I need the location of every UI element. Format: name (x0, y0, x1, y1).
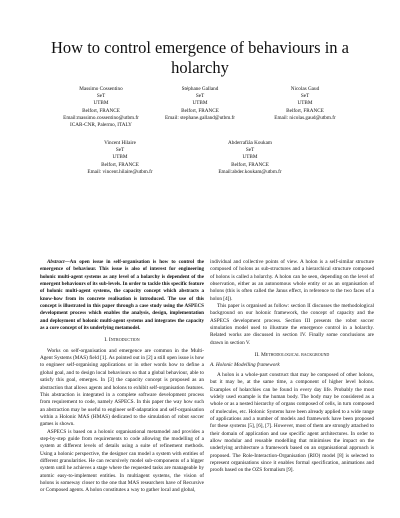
author-block (240, 86, 370, 122)
paragraph: Works on self-organisation and emergence are common in the Multi-Agent Systems (MAS) field [1]. As pointed out in [2] a still open issue is how to engineer self-organising applications or in other words how to define a global goal, and to design local behaviours so that a global behaviour, able to satisfy this goal, emerges. In [3] the capacity concept is proposed as an abstraction that allows agents and holons to exhibit self-organisation features. This abstraction is integrated in a complete software development process from requirement to code, namely ASPECS. In this paper the way how such an abstraction may be useful to engineer self-adaptation and self-organisation within a Holonic MAS (HMAS) dedicated to the simulation of robot soccer games is shown. (40, 347, 204, 428)
author-name: Stéphane Galland (181, 86, 219, 92)
paragraph: A holon is a whole-part construct that may be composed of other holons, but it may be, at the same time, a component of higher level holons. Examples of holarchies can be found in every day life. Probably the most widely used example is the human body. The body may be considered as a whole or as a nested hierarchy of organs composed of cells, in turn composed of molecules, etc. Holonic Systems have been already applied to a wide range of applications and a number of models and framework have been proposed for these systems [5], [6], [7]. However, most of them are strongly attached to their domain of application and use specific agent architectures. In order to allow modular and reusable modelling that minimises the impact on the underlying architecture a framework based on an organisational approach is proposed. The Role-Interaction-Organisation (RIO) model [8] is selected to represent organisations since it enables formal specification, animations and proofs based on the OZS formalism [9]. (210, 371, 374, 474)
author-university: UTBM (297, 100, 313, 107)
author-city: Belfort, FRANCE (231, 161, 269, 168)
author-university: UTBM (93, 100, 109, 107)
author-email: Email: vincent.hilaire@utbm.fr (87, 168, 153, 175)
author-name: Massimo Cossentino (79, 86, 123, 92)
author-email: Email: nicolas.gaud@utbm.fr (274, 114, 336, 121)
subsection-heading: A. Holonic Modelling framework (210, 362, 280, 369)
author-lab: SeT (96, 93, 106, 100)
paper-title: How to control emergence of behaviours in a holarchy (51, 38, 349, 77)
author-email: Email: stephane.galland@utbm.fr (164, 114, 236, 121)
author-email: Email:massimo.cossentino@utbm.fr (63, 114, 139, 121)
abstract-text: —An open issue in self-organisation is how to control the emergence of behaviour. This issue is also of interest for engineering holonic multi-agent systems as any level of a holarchy is dependent of the emergent behaviours of its sub-levels. In order to tackle this specific feature of holonic multi-agent systems, the capacity concept which abstracts a know-how from its concrete realisation is introduced. The use of this concept is illustrated in this paper through a case study using the ASPECS development process which enables the analysis, design, implementation and deployment of holonic multi-agent systems and integrates the capacity as a core concept of its underlying metamodel. (40, 259, 204, 332)
abstract (40, 259, 204, 332)
author-city: Belfort, FRANCE (101, 161, 139, 168)
author-lab: SeT (300, 93, 310, 100)
author-university: UTBM (192, 100, 208, 107)
author-city: Belfort, FRANCE (286, 107, 324, 114)
author-email: Email:abder.koukam@utbm.fr (218, 168, 282, 175)
author-city: Belfort, FRANCE (181, 107, 219, 114)
author-name: Nicolas Gaud (290, 86, 320, 92)
author-block (185, 140, 315, 176)
author-lab: SeT (115, 147, 125, 154)
paragraph: ASPECS is based on a holonic organisational metamodel and provides a step-by-step guide from requirements to code allowing the modelling of a system at different levels of details using a suite of refinement methods. Using a holonic perspective, the designer can model a system with entities of different granularities. He can recursively model sub-components of a bigger system until he achieves a stage where the requested tasks are manageable by atomic easy-to-implement entities. In multiagent systems, the vision of holons is someway closer to the one that MAS researchers have of Recursive or Composed agents. A holon constitutes a way to gather local and global, (40, 428, 204, 494)
author-block (55, 140, 185, 176)
author-city: Belfort, FRANCE (82, 107, 120, 114)
paragraph: individual and collective points of view. A holon is a self-similar structure composed of holons as sub-structures and a hierarchical structure composed of holons is called a holarchy. A holon can be seen, depending on the level of observation, either as an autonomous whole entity or as an organisation of holons (this is often called the Janus effect, in reference to the two faces of a holon [4]). (210, 259, 374, 302)
author-name: Abderrafiâa Koukam (228, 140, 272, 146)
paragraph: This paper is organised as follow: section II discusses the methodological background on our holonic framework, the concept of capacity and the ASPECS development process. Section III presents the robot soccer simulation model used to illustrate the emergence control in a holarchy. Related works are discussed in section IV. Finally some conclusions are drawn in section V. (210, 303, 374, 346)
section-heading: II. Methodological background (254, 352, 330, 359)
author-university: UTBM (112, 154, 128, 161)
author-lab: SeT (195, 93, 205, 100)
author-extra-affiliation: ICAR-CNR, Palermo, ITALY (70, 122, 132, 129)
abstract-label: Abstract (47, 259, 65, 265)
author-name: Vincent Hilaire (104, 140, 136, 146)
section-heading: I. Introduction (104, 337, 140, 344)
author-lab: SeT (245, 147, 255, 154)
author-university: UTBM (242, 154, 258, 161)
right-column (210, 259, 374, 475)
left-column (40, 259, 204, 495)
